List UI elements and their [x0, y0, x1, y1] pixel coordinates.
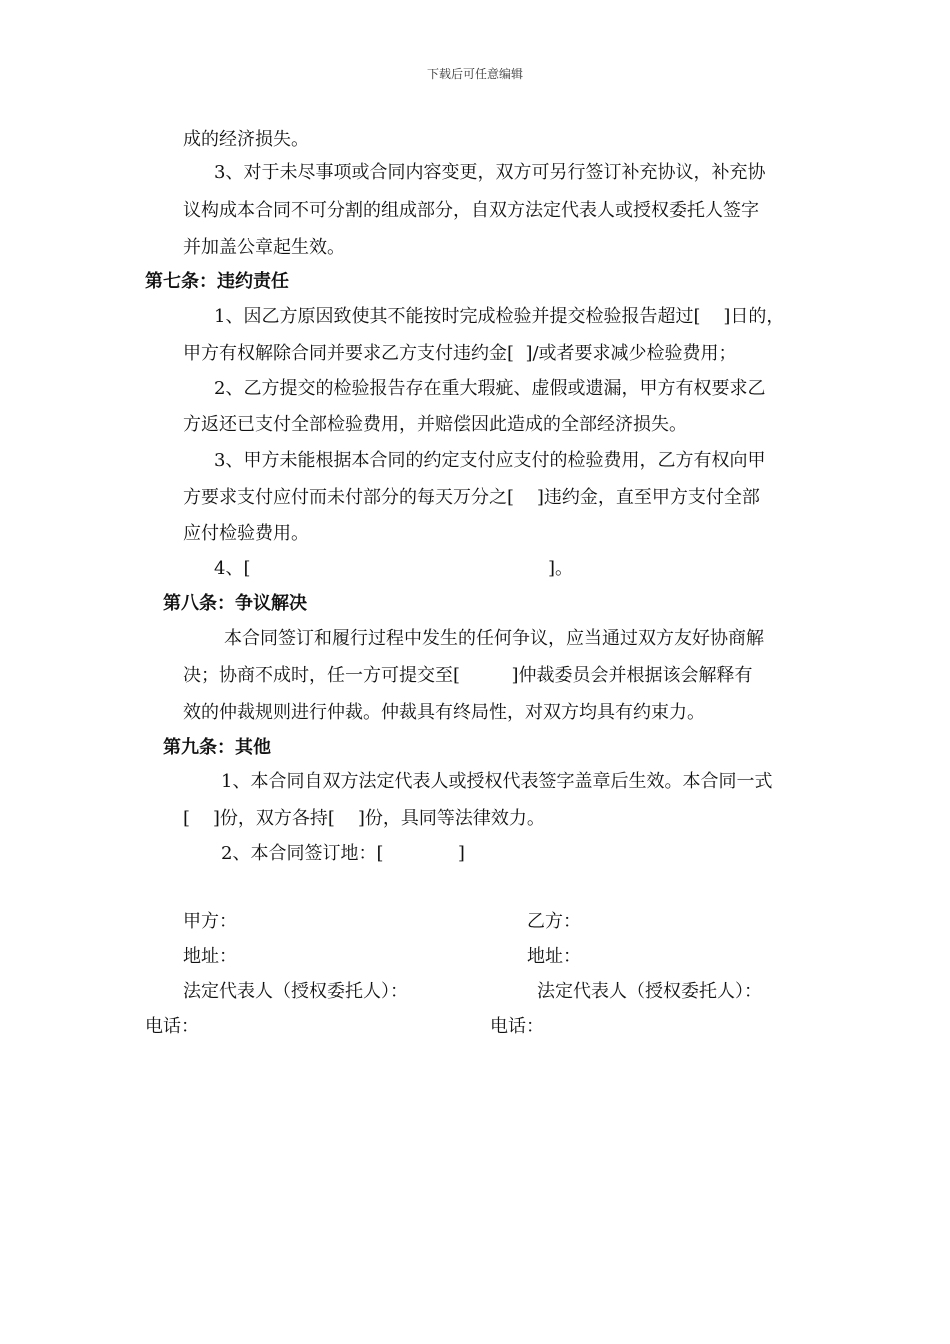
text-line: 方返还已支付全部检验费用，并赔偿因此造成的全部经济损失。 [183, 414, 687, 435]
clause-7-item-2: 2、乙方提交的检验报告存在重大瑕疵、虚假或遗漏，甲方有权要求乙 [214, 378, 766, 399]
clause-9-item-1: 1、本合同自双方法定代表人或授权代表签字盖章后生效。本合同一式 [221, 771, 773, 792]
clause-6-item-3: 3、对于未尽事项或合同内容变更，双方可另行签订补充协议，补充协 [214, 162, 766, 183]
text-line: 效的仲裁规则进行仲裁。仲裁具有终局性，对双方均具有约束力。 [183, 702, 705, 723]
party-b-representative-label: 法定代表人（授权委托人）： [537, 981, 762, 1002]
article-9-heading: 第九条：其他 [163, 737, 271, 758]
text-line: 甲方有权解除合同并要求乙方支付违约金[ ]/或者要求减少检验费用； [183, 343, 737, 364]
clause-7-item-4: 4、[ ]。 [214, 558, 574, 579]
article-8-heading: 第八条：争议解决 [163, 593, 307, 614]
text-line: 应付检验费用。 [183, 523, 309, 544]
clause-9-item-2: 2、本合同签订地：[ ] [221, 843, 465, 864]
page-header-note: 下载后可任意编辑 [426, 67, 523, 81]
party-a-representative-label: 法定代表人（授权委托人）： [183, 981, 408, 1002]
party-a-phone-label: 电话： [145, 1016, 199, 1037]
clause-7-item-3: 3、甲方未能根据本合同的约定支付应支付的检验费用，乙方有权向甲 [214, 450, 766, 471]
text-line: 决；协商不成时，任一方可提交至[ ]仲裁委员会并根据该会解释有 [183, 665, 753, 686]
party-b-phone-label: 电话： [490, 1016, 544, 1037]
text-line: 方要求支付应付而未付部分的每天万分之[ ]违约金，直至甲方支付全部 [183, 487, 760, 508]
article-7-heading: 第七条：违约责任 [145, 271, 289, 292]
party-b-label: 乙方： [527, 911, 581, 932]
text-line: [ ]份，双方各持[ ]份，具同等法律效力。 [183, 808, 545, 829]
text-line: 并加盖公章起生效。 [183, 237, 345, 258]
clause-8-text: 本合同签订和履行过程中发生的任何争议，应当通过双方友好协商解 [224, 628, 764, 649]
party-a-address-label: 地址： [183, 946, 237, 967]
clause-7-item-1: 1、因乙方原因致使其不能按时完成检验并提交检验报告超过[ ]日的， [214, 306, 785, 327]
party-b-address-label: 地址： [527, 946, 581, 967]
text-line: 成的经济损失。 [183, 129, 309, 150]
text-line: 议构成本合同不可分割的组成部分，自双方法定代表人或授权委托人签字 [183, 200, 759, 221]
party-a-label: 甲方： [183, 911, 237, 932]
